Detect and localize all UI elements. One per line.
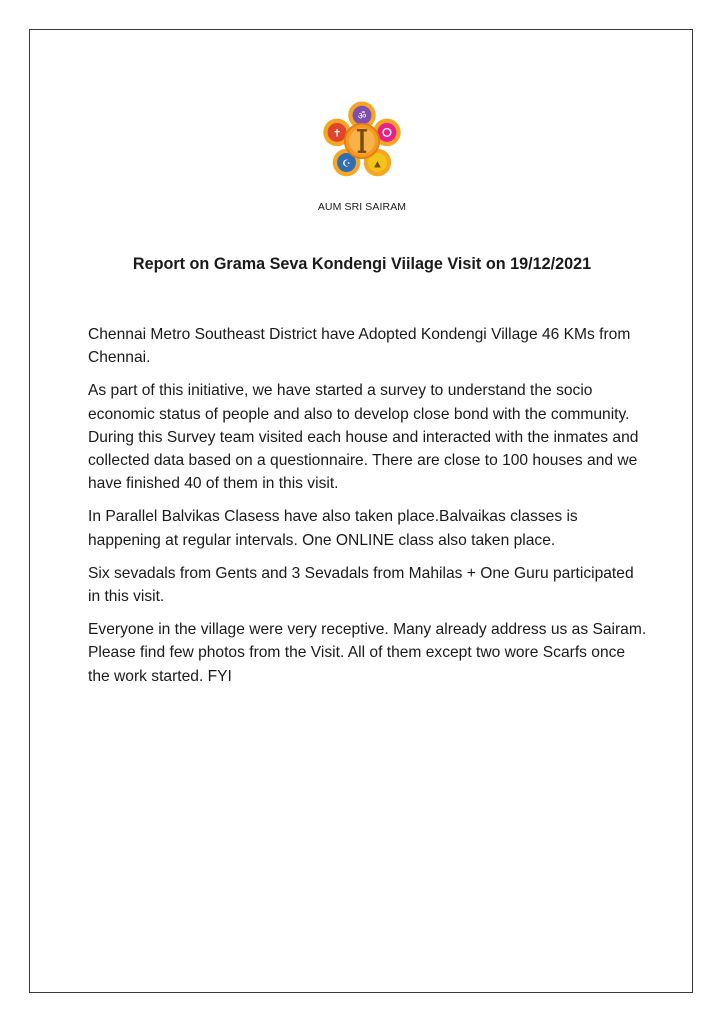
paragraph-survey: As part of this initiative, we have started a survey to understand the socio economic status of people and also to develop close bond with the community. During this Survey team visited each house and interacted with the inmates and collected data based on a questionnaire. There are close to 100 houses and we have finished 40 of them in this visit. [88, 382, 639, 493]
paragraph-reception: Everyone in the village were very receptive. Many already address us as Sairam. Please find few photos from the Visit. All of them except two wore Scarfs once the work started. FYI [88, 621, 647, 685]
report-title: Report on Grama Seva Kondengi Viilage Visit on 19/12/2021 [132, 255, 592, 273]
paragraph-balvikas: In Parallel Balvikas Clasess have also taken place.Balvaikas classes is happening at regular intervals. One ONLINE class also taken place. [88, 508, 578, 549]
report-body [88, 323, 648, 698]
aum-sri-sairam-caption: AUM SRI SAIRAM [317, 201, 407, 213]
paragraph-adoption: Chennai Metro Southeast District have Adopted Kondengi Village 46 KMs from Chennai. [88, 326, 631, 367]
paragraph-participants: Six sevadals from Gents and 3 Sevadals from Mahilas + One Guru participated in this visit. [88, 564, 634, 606]
svg-text:☪: ☪ [342, 158, 351, 170]
svg-text:ॐ: ॐ [357, 111, 367, 123]
sarva-dharma-emblem-icon [319, 98, 405, 184]
svg-text:✝: ✝ [332, 127, 342, 140]
svg-text:▲: ▲ [374, 159, 381, 170]
